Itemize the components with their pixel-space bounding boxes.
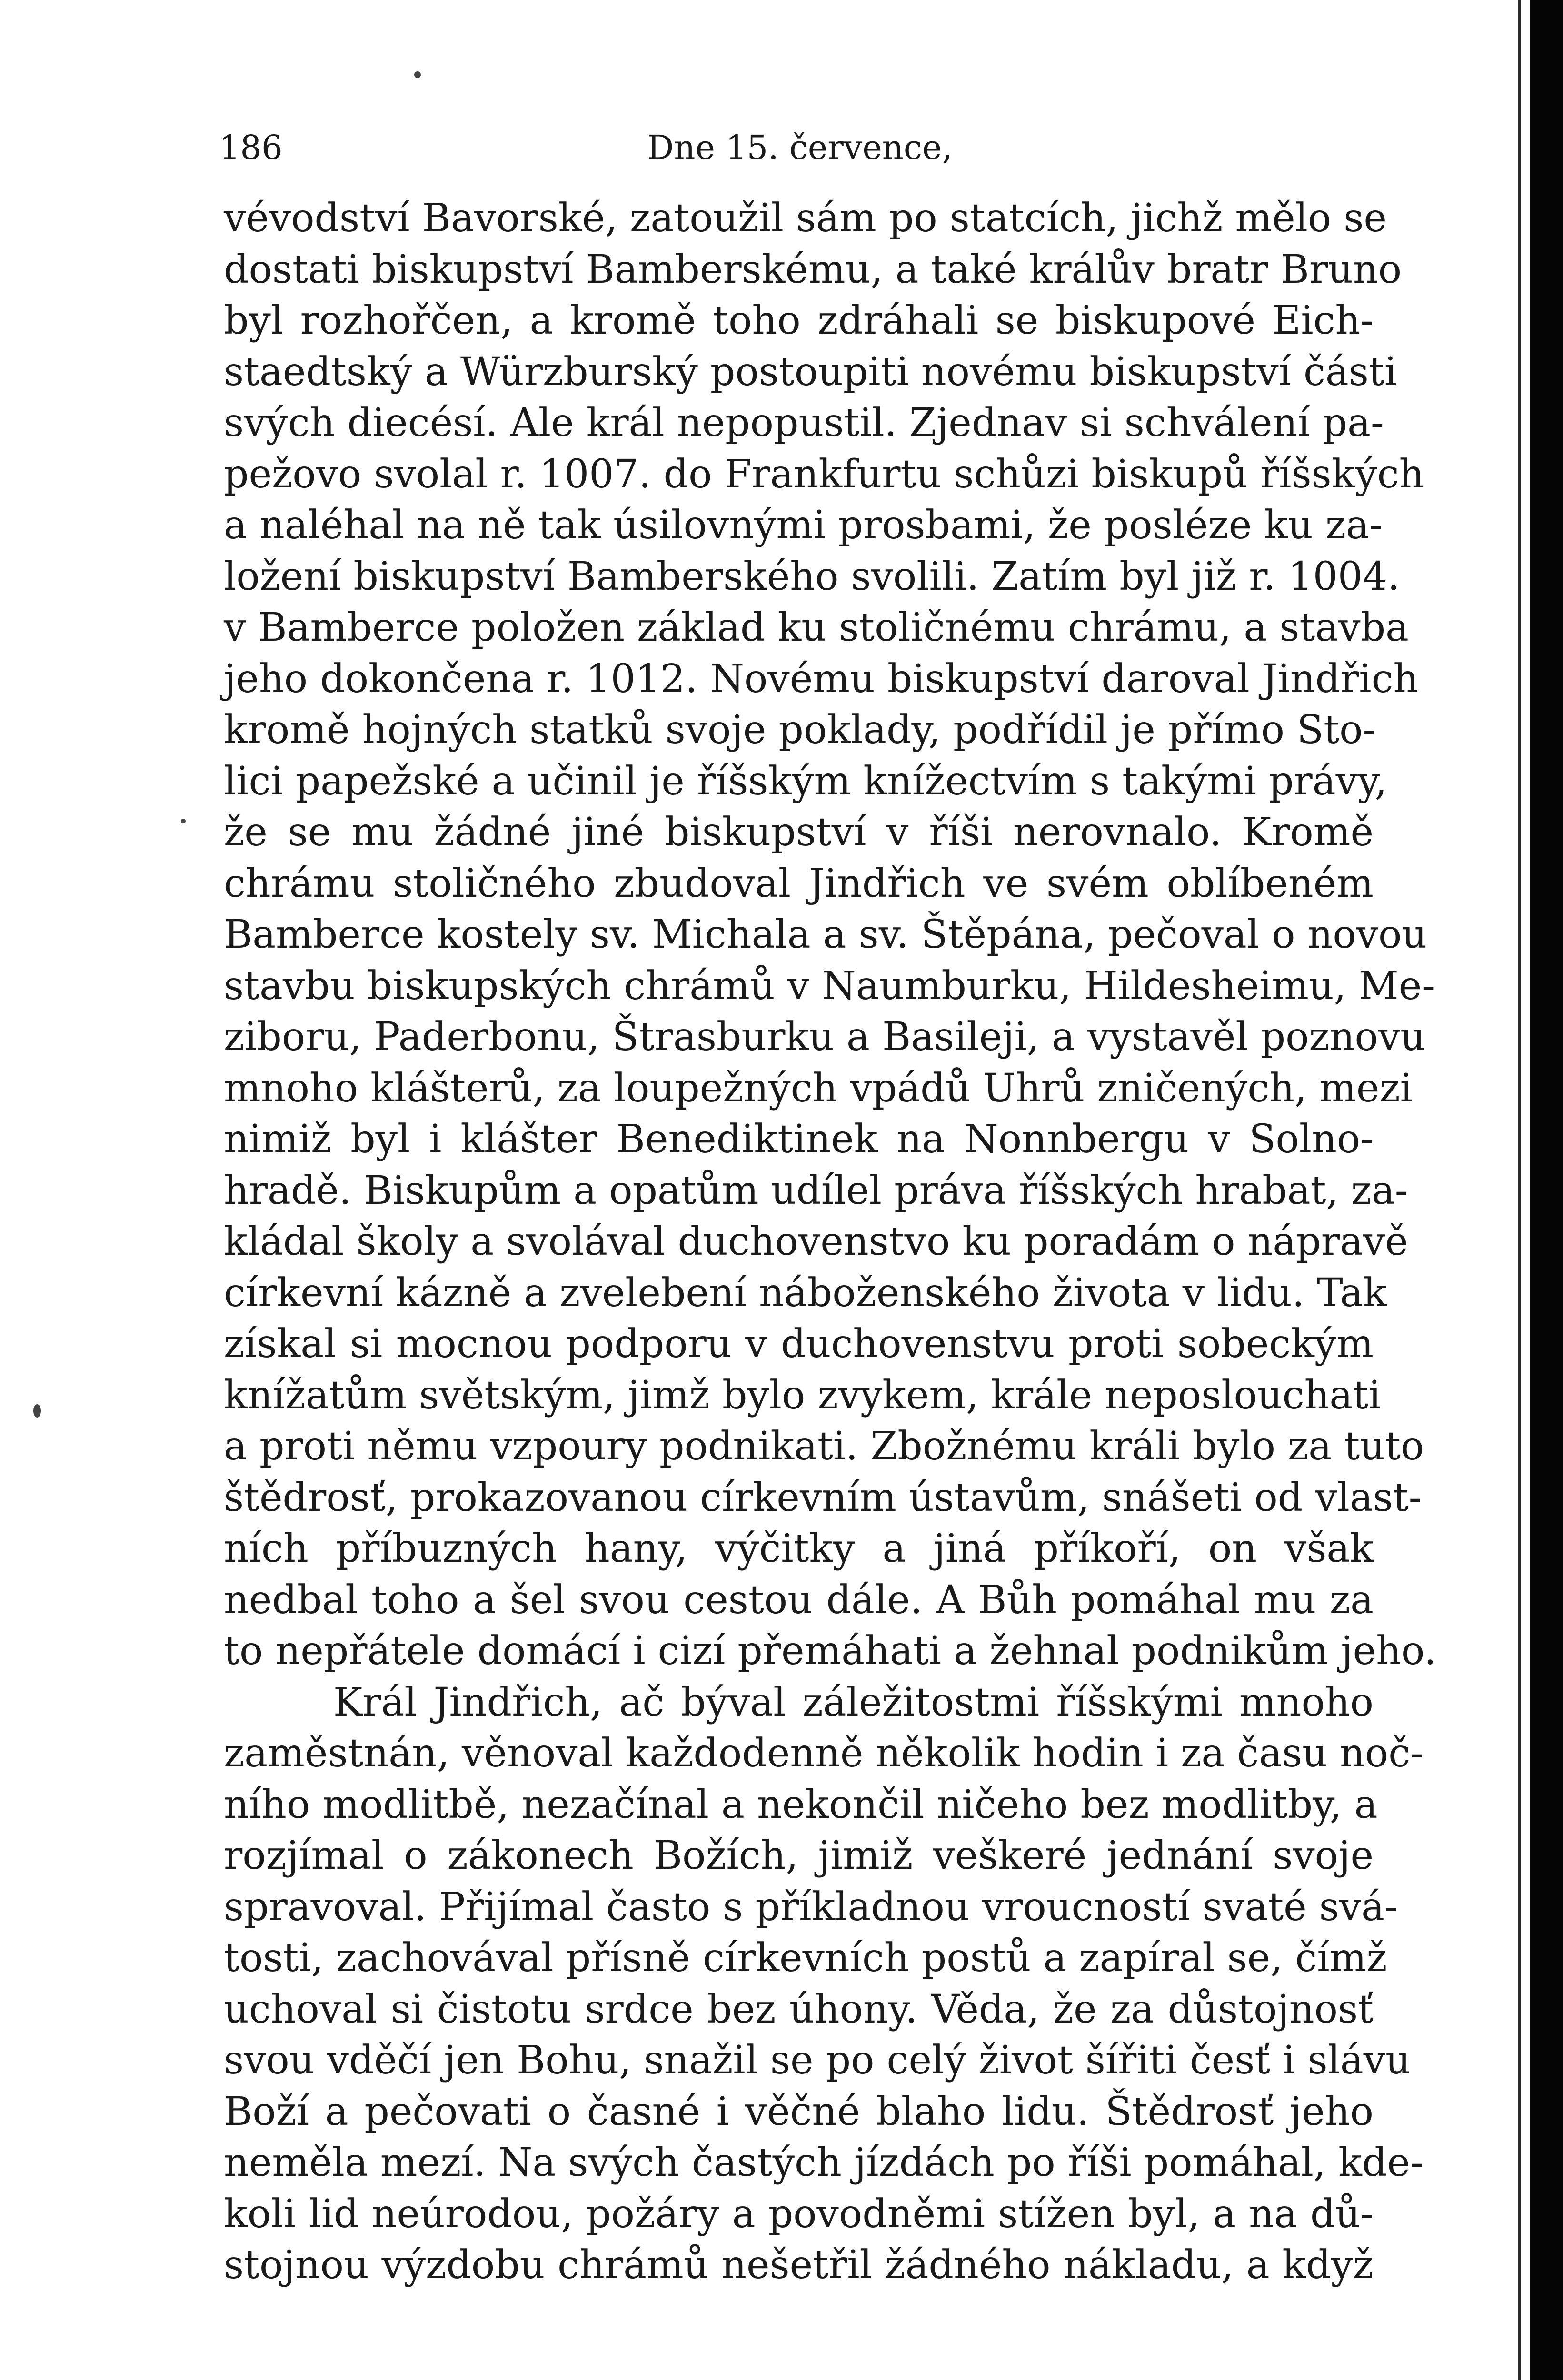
scan-speck [414,71,421,78]
text-line: knížatům světským, jimž bylo zvykem, krále neposlouchati [224,1372,1381,1418]
running-title: Dne 15. července, [647,128,953,167]
page-binding-edge [1530,0,1563,2380]
text-line: a naléhal na ně tak úsilovnými prosbami, že posléze ku za- [224,503,1383,548]
text-line: v Bamberce položen základ ku stoličnému chrámu, a stavba [224,605,1409,650]
text-line: mnoho klášterů, za loupežných vpádů Uhrů zničených, mezi [224,1065,1413,1111]
text-line: zaměstnán, věnoval každodenně několik hodin i za času noč- [224,1731,1424,1776]
text-line: ního modlitbě, nezačínal a nekončil ničeho bez modlitby, a [224,1782,1378,1827]
scan-speck [33,1404,41,1418]
paragraph [224,193,1437,1677]
text-line: svou vděčí jen Bohu, snažil se po celý život šířiti česť i slávu [224,2038,1411,2083]
text-line: vévodství Bavorské, zatoužil sám po statcích, jichž mělo se [224,196,1387,241]
text-line: Boží a pečovati o časné i věčné blaho lidu. Štědrosť jeho [224,2089,1374,2134]
text-line: ních příbuzných hany, výčitky a jiná příkoří, on však [224,1526,1374,1571]
text-line: kromě hojných statků svoje poklady, podřídil je přímo Sto- [224,707,1376,753]
text-line: stojnou výzdobu chrámů nešetřil žádného nákladu, a když [224,2242,1374,2288]
text-line: chrámu stoličného zbudoval Jindřich ve svém oblíbeném [224,861,1374,906]
text-line: uchoval si čistotu srdce bez úhony. Věda, že za důstojnosť [224,1986,1374,2032]
text-line: že se mu žádné jiné biskupství v říši nerovnalo. Kromě [224,810,1374,855]
text-line: neměla mezí. Na svých častých jízdách po říši pomáhal, kde- [224,2140,1424,2185]
page-header [219,121,1381,174]
text-line: kládal školy a svolával duchovenstvo ku poradám o nápravě [224,1219,1408,1264]
text-line: ziboru, Paderbonu, Štrasburku a Basileji, a vystavěl poznovu [224,1014,1425,1060]
text-line: dostati biskupství Bamberskému, a také králův bratr Bruno [224,247,1402,292]
paragraph [224,1677,1424,2291]
text-line: lici papežské a učinil je říšským knížectvím s takými právy, [224,758,1387,804]
page-binding-line [1518,0,1521,2380]
text-line: jeho dokončena r. 1012. Novému biskupství daroval Jindřich [224,656,1419,702]
text-line: to nepřátele domácí i cizí přemáhati a žehnal podnikům jeho. [224,1628,1437,1674]
text-line: církevní kázně a zvelebení náboženského života v lidu. Tak [224,1270,1387,1316]
text-line: svých diecésí. Ale král nepopustil. Zjednav si schválení pa- [224,400,1384,446]
scan-speck [181,819,186,823]
text-line: hradě. Biskupům a opatům udílel práva říšských hrabat, za- [224,1168,1408,1213]
text-line: získal si mocnou podporu v duchovenstvu proti sobeckým [224,1321,1374,1367]
text-line: a proti němu vzpoury podnikati. Zbožnému králi bylo za tuto [224,1424,1424,1469]
page-number: 186 [219,128,283,167]
text-line: štědrosť, prokazovanou církevním ústavům, snášeti od vlast- [224,1475,1422,1520]
text-line: tosti, zachovával přísně církevních postů a zapíral se, čímž [224,1935,1387,1981]
text-line: ložení biskupství Bamberského svolili. Zatím byl již r. 1004. [224,554,1400,599]
text-line: stavbu biskupských chrámů v Naumburku, Hildesheimu, Me- [224,963,1435,1009]
text-line: koli lid neúrodou, požáry a povodněmi stížen byl, a na dů- [224,2191,1374,2237]
page-text [224,193,1437,2291]
text-line: nedbal toho a šel svou cestou dále. A Bůh pomáhal mu za [224,1577,1374,1623]
text-line: spravoval. Přijímal často s příkladnou vroucností svaté svá- [224,1884,1398,1930]
text-line: Bamberce kostely sv. Michala a sv. Štěpána, pečoval o novou [224,912,1427,957]
text-line: nimiž byl i klášter Benediktinek na Nonnbergu v Solno- [224,1117,1374,1162]
text-line: Král Jindřich, ač býval záležitostmi říšskými mnoho [333,1679,1374,1725]
text-line: pežovo svolal r. 1007. do Frankfurtu schůzi biskupů říšských [224,451,1424,497]
text-line: staedtský a Würzburský postoupiti novému biskupství části [224,349,1397,395]
text-line: rozjímal o zákonech Božích, jimiž veškeré jednání svoje [224,1833,1374,1878]
text-line: byl rozhořčen, a kromě toho zdráhali se biskupové Eich- [224,298,1374,343]
